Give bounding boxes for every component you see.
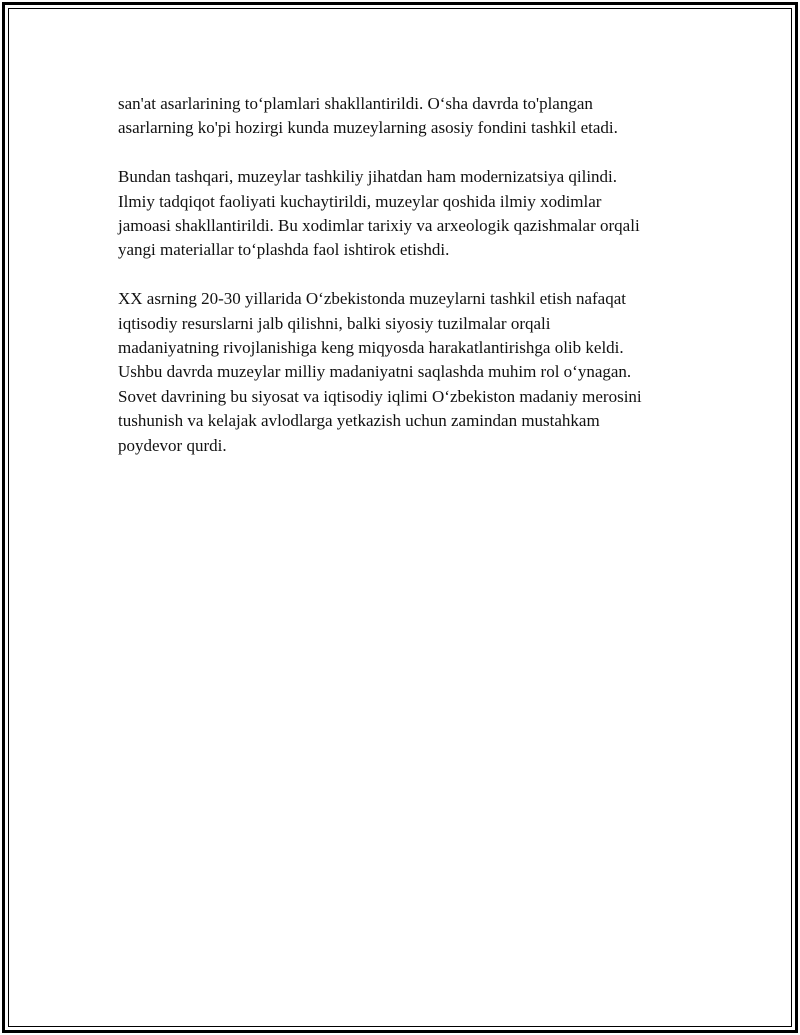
- paragraph-1: [118, 92, 718, 141]
- text-line: jamoasi shakllantirildi. Bu xodimlar tarixiy va arxeologik qazishmalar orqali: [118, 216, 640, 236]
- text-line: Sovet davrining bu siyosat va iqtisodiy iqlimi O‘zbekiston madaniy merosini: [118, 386, 642, 406]
- text-line: poydevor qurdi.: [118, 435, 227, 455]
- text-line: madaniyatning rivojlanishiga keng miqyosda harakatlantirishga olib keldi.: [118, 338, 624, 358]
- text-line: tushunish va kelajak avlodlarga yetkazish uchun zamindan mustahkam: [118, 411, 600, 431]
- text-line: Ushbu davrda muzeylar milliy madaniyatni saqlashda muhim rol o‘ynagan.: [118, 362, 632, 382]
- text-line: asarlarning ko'pi hozirgi kunda muzeylarning asosiy fondini tashkil etadi.: [118, 118, 618, 138]
- text-line: san'at asarlarining to‘plamlari shakllantirildi. O‘sha davrda to'plangan: [118, 94, 593, 113]
- document-body: [118, 92, 718, 482]
- paragraph-3: [118, 287, 718, 458]
- text-line: XX asrning 20-30 yillarida O‘zbekistonda muzeylarni tashkil etish nafaqat: [118, 289, 626, 309]
- text-line: iqtisodiy resurslarni jalb qilishni, balki siyosiy tuzilmalar orqali: [118, 313, 551, 333]
- paragraph-2: [118, 165, 718, 263]
- text-line: Bundan tashqari, muzeylar tashkiliy jihatdan ham modernizatsiya qilindi.: [118, 167, 618, 187]
- text-line: yangi materiallar to‘plashda faol ishtirok etishdi.: [118, 240, 450, 260]
- text-line: Ilmiy tadqiqot faoliyati kuchaytirildi, muzeylar qoshida ilmiy xodimlar: [118, 191, 602, 211]
